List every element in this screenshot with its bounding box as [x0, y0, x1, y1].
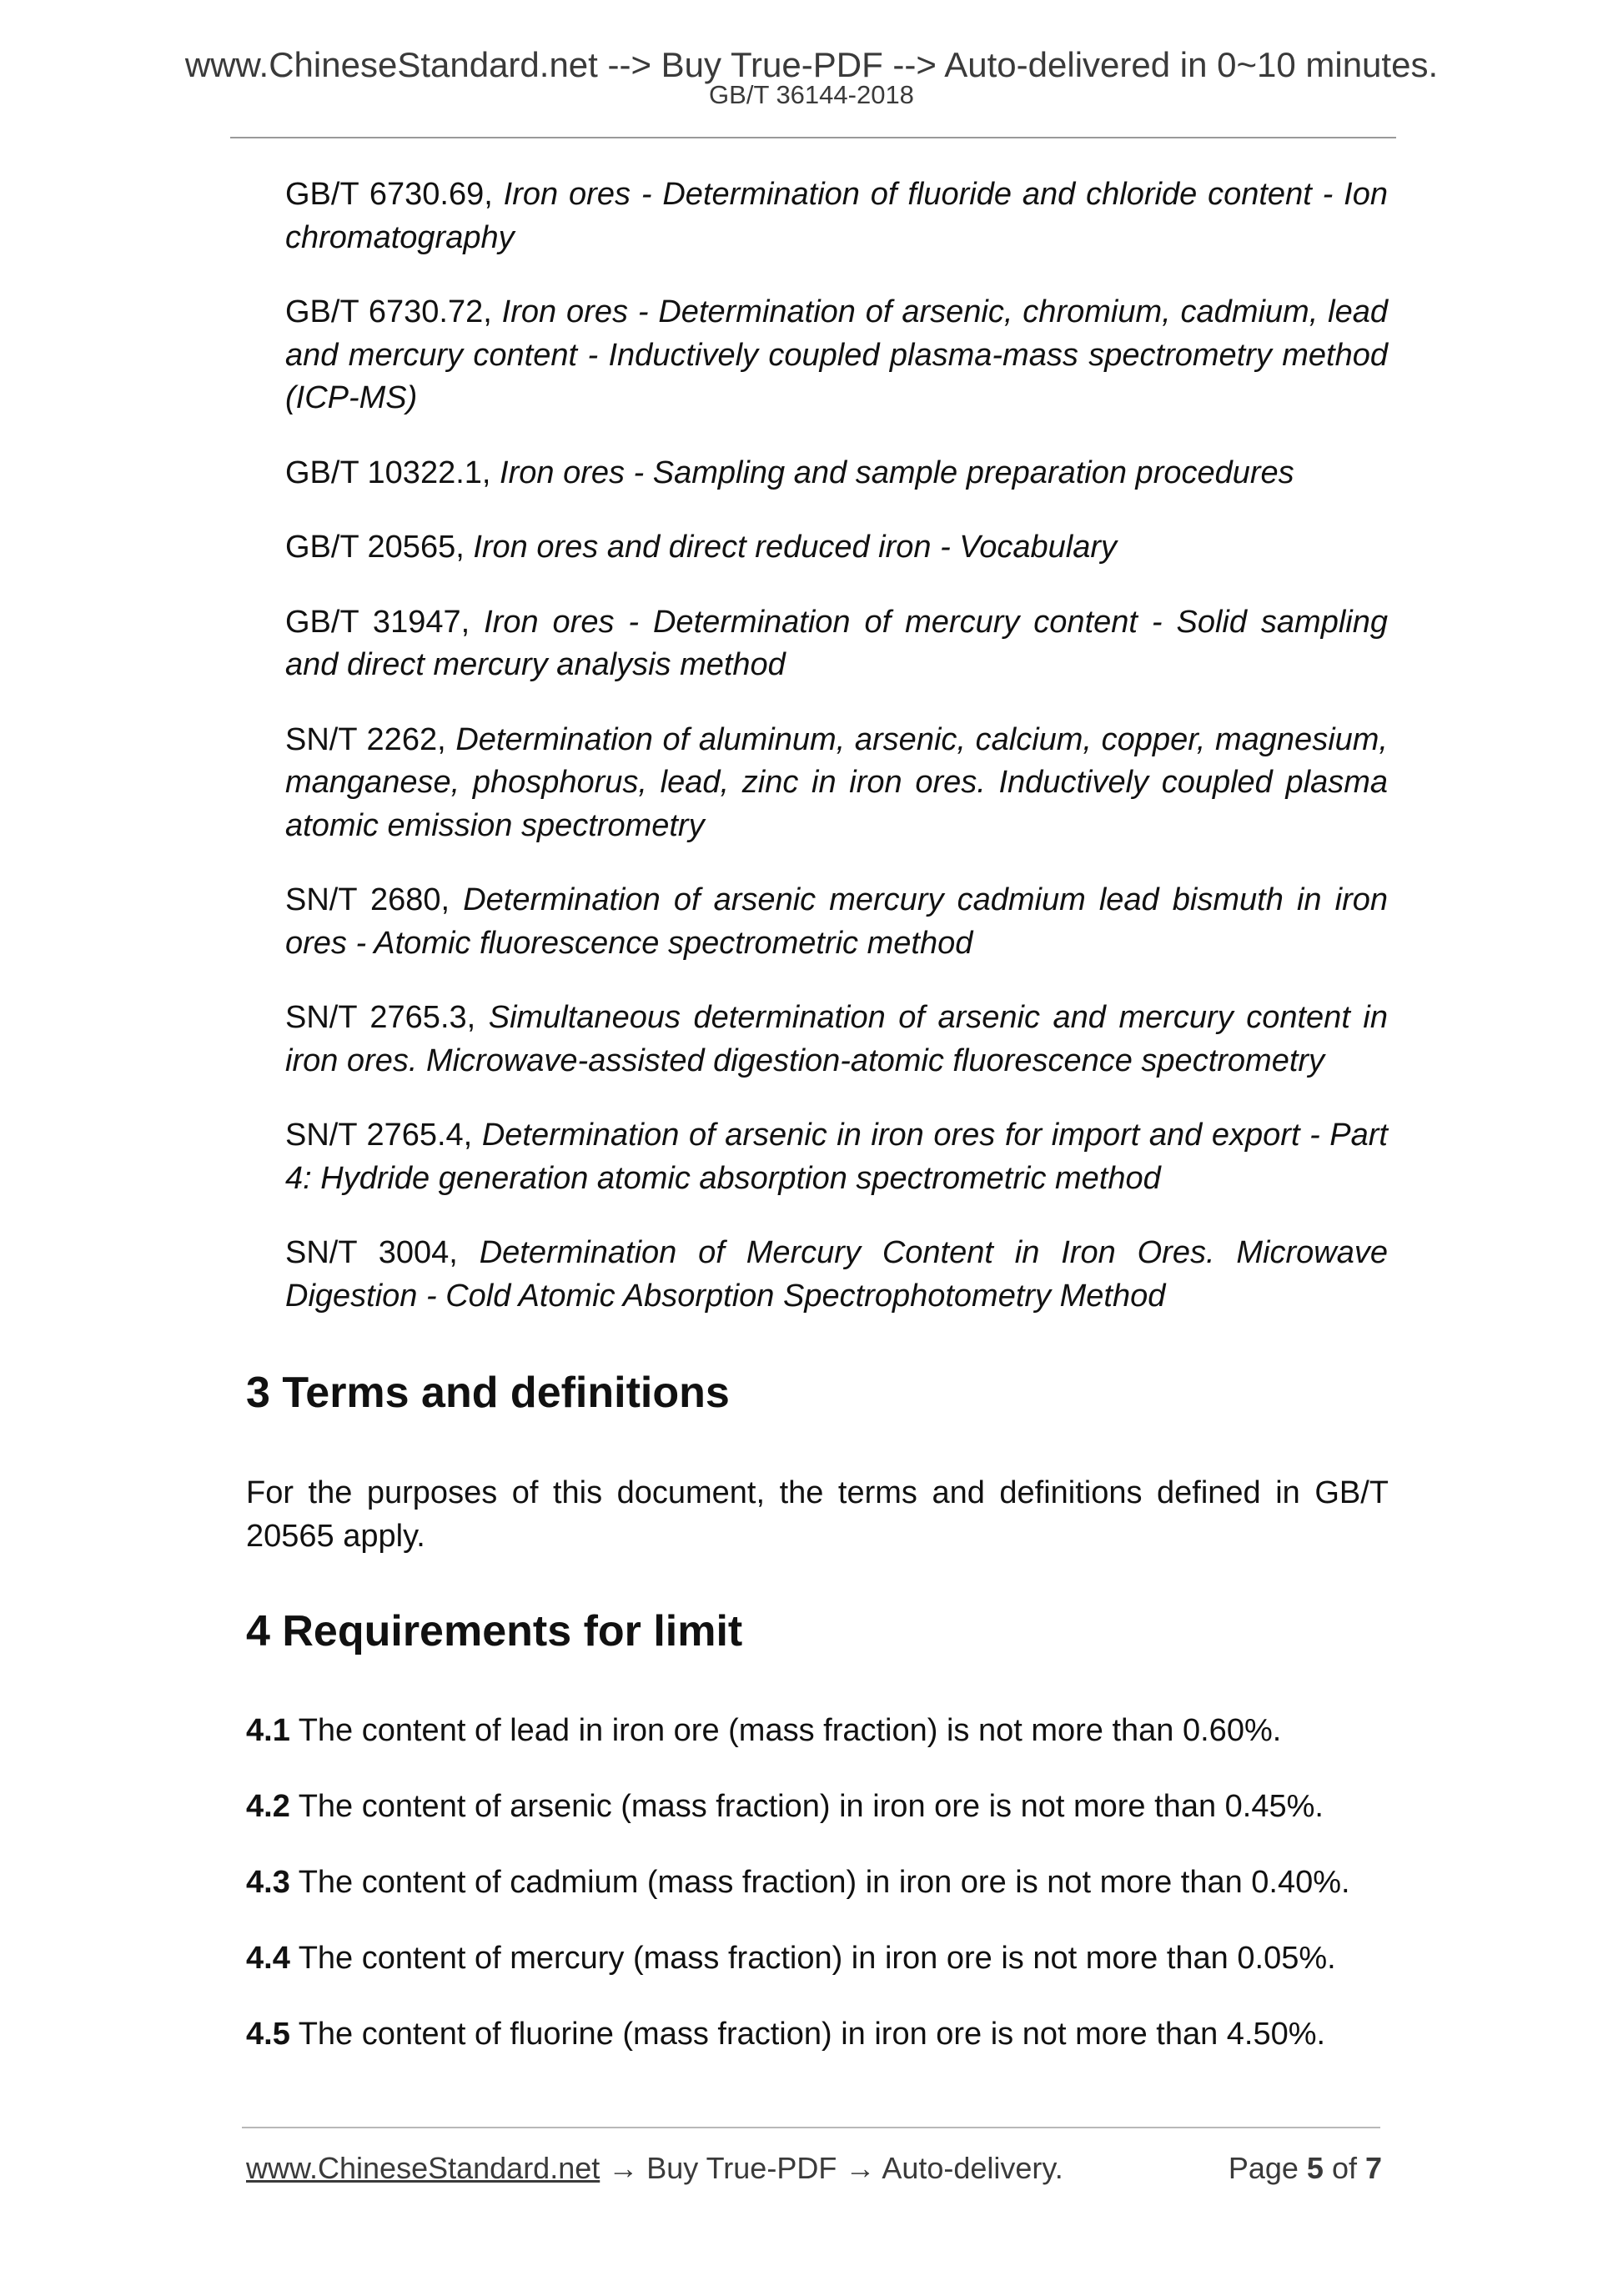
page-of: of	[1323, 2151, 1365, 2185]
reference-title: Determination of arsenic in iron ores for import and export - Part 4: Hydride generation atomic absorption spectrometric method	[285, 1118, 1388, 1196]
reference-title: Determination of aluminum, arsenic, calcium, copper, magnesium, manganese, phosphorus, lead, zinc in iron ores. Inductively coupled plasma atomic emission spectrometry	[285, 721, 1388, 843]
reference-code: GB/T 10322.1,	[285, 455, 500, 490]
footer-site-link[interactable]: www.ChineseStandard.net	[246, 2151, 600, 2185]
reference-title: Determination of Mercury Content in Iron Ores. Microwave Digestion - Cold Atomic Absorption Spectrophotometry Method	[285, 1235, 1388, 1314]
requirement-item	[246, 1709, 1405, 1752]
footer-divider	[242, 2127, 1380, 2128]
section-4-heading: 4 Requirements for limit	[246, 1607, 743, 1655]
requirement-text: The content of lead in iron ore (mass fraction) is not more than 0.60%.	[289, 1713, 1282, 1748]
page-total: 7	[1364, 2151, 1382, 2185]
reference-item	[285, 879, 1388, 965]
reference-title: Determination of arsenic mercury cadmium lead bismuth in iron ores - Atomic fluorescence spectrometric method	[285, 882, 1388, 961]
requirement-number: 4.2	[246, 1789, 290, 1824]
reference-title: Iron ores - Determination of fluoride and chloride content - Ion chromatography	[285, 177, 1388, 255]
requirement-text: The content of arsenic (mass fraction) in iron ore is not more than 0.45%.	[289, 1789, 1324, 1824]
reference-item	[285, 452, 1388, 495]
site-banner: www.ChineseStandard.net --> Buy True-PDF --> Auto-delivered in 0~10 minutes.	[184, 45, 1439, 84]
reference-code: GB/T 6730.69,	[285, 177, 504, 212]
normative-references-list	[285, 173, 1388, 1349]
requirement-number: 4.5	[246, 2017, 290, 2052]
reference-item	[285, 1114, 1388, 1200]
reference-code: SN/T 2262,	[285, 721, 456, 757]
reference-code: GB/T 31947,	[285, 604, 485, 640]
section-3-heading: 3 Terms and definitions	[246, 1369, 730, 1417]
standard-code: GB/T 36144-2018	[709, 80, 914, 109]
reference-title: Iron ores - Determination of arsenic, chromium, cadmium, lead and mercury content - Inductively coupled plasma-mass spectrometry method (ICP-MS)	[285, 294, 1388, 415]
reference-title: Iron ores - Sampling and sample preparation procedures	[500, 455, 1294, 490]
reference-item	[285, 291, 1388, 420]
reference-code: SN/T 3004,	[285, 1235, 480, 1270]
reference-title: Iron ores and direct reduced iron - Vocabulary	[473, 530, 1117, 565]
reference-item	[285, 173, 1388, 259]
reference-code: SN/T 2680,	[285, 882, 464, 917]
requirement-number: 4.4	[246, 1941, 290, 1976]
requirement-text: The content of fluorine (mass fraction) in iron ore is not more than 4.50%.	[289, 2017, 1326, 2052]
reference-title: Iron ores - Determination of mercury content - Solid sampling and direct mercury analysis method	[285, 604, 1389, 682]
reference-code: SN/T 2765.4,	[285, 1118, 482, 1153]
section-3-text: For the purposes of this document, the terms and definitions defined in GB/T 20565 apply.	[246, 1475, 1389, 1554]
header-divider	[230, 137, 1396, 138]
reference-code: SN/T 2765.3,	[285, 1000, 489, 1035]
reference-code: GB/T 20565,	[285, 530, 474, 565]
reference-item	[285, 997, 1388, 1083]
reference-title: Simultaneous determination of arsenic and mercury content in iron ores. Microwave-assisted digestion-atomic fluorescence spectrometry	[285, 1000, 1388, 1078]
reference-item	[285, 1232, 1388, 1318]
requirement-number: 4.3	[246, 1865, 290, 1900]
page-label: Page	[1228, 2151, 1307, 2185]
requirement-item	[246, 1937, 1405, 1980]
reference-code: GB/T 6730.72,	[285, 294, 502, 329]
requirement-text: The content of mercury (mass fraction) in iron ore is not more than 0.05%.	[289, 1941, 1336, 1976]
reference-item	[285, 526, 1388, 570]
reference-item	[285, 601, 1388, 687]
requirement-item	[246, 1861, 1405, 1904]
footer-left	[246, 2150, 1063, 2187]
reference-item	[285, 719, 1388, 848]
requirement-number: 4.1	[246, 1713, 290, 1748]
footer-tagline: → Buy True-PDF → Auto-delivery.	[600, 2151, 1063, 2185]
page-indicator	[1229, 2150, 1382, 2187]
page-current: 5	[1306, 2151, 1324, 2185]
page-footer	[246, 2150, 1382, 2187]
requirement-item	[246, 1785, 1405, 1828]
requirement-text: The content of cadmium (mass fraction) in iron ore is not more than 0.40%.	[289, 1865, 1350, 1900]
requirement-item	[246, 2012, 1405, 2056]
